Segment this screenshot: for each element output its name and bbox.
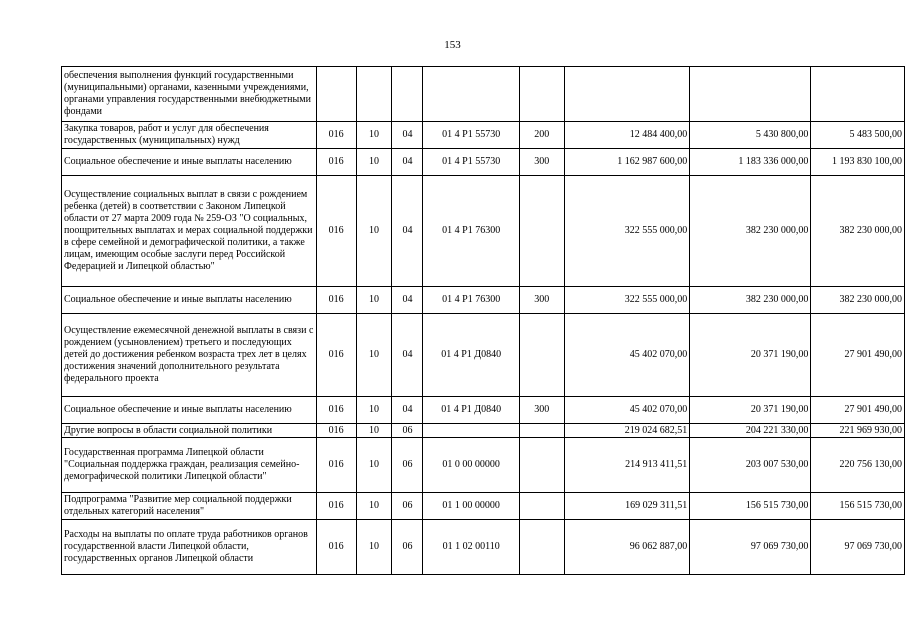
page-number: 153: [444, 39, 461, 51]
expense-type: 300: [519, 397, 564, 424]
sum-year-2: 97 069 730,00: [690, 520, 811, 575]
expense-type: [519, 314, 564, 397]
subsection-code: 06: [392, 424, 423, 438]
ministry-code: 016: [316, 176, 356, 287]
target-article: 01 4 Р1 76300: [423, 287, 519, 314]
ministry-code: 016: [316, 520, 356, 575]
expense-type: 300: [519, 149, 564, 176]
section-code: 10: [356, 149, 392, 176]
subsection-code: 04: [392, 287, 423, 314]
sum-year-1: 219 024 682,51: [564, 424, 690, 438]
ministry-code: 016: [316, 149, 356, 176]
row-name: Государственная программа Липецкой области "Социальная поддержка граждан, реализация семейно-демографической политики Липецкой области": [62, 438, 317, 493]
target-article: 01 4 Р1 Д0840: [423, 314, 519, 397]
section-code: 10: [356, 287, 392, 314]
sum-year-2: 204 221 330,00: [690, 424, 811, 438]
sum-year-1: 96 062 887,00: [564, 520, 690, 575]
ministry-code: 016: [316, 438, 356, 493]
target-article: 01 4 Р1 55730: [423, 149, 519, 176]
sum-year-2: 203 007 530,00: [690, 438, 811, 493]
section-code: 10: [356, 397, 392, 424]
sum-year-1: 322 555 000,00: [564, 287, 690, 314]
table-row: [62, 438, 905, 493]
section-code: 10: [356, 122, 392, 149]
sum-year-1: 1 162 987 600,00: [564, 149, 690, 176]
sum-year-1: [564, 67, 690, 122]
table-row: [62, 520, 905, 575]
sum-year-2: 5 430 800,00: [690, 122, 811, 149]
sum-year-3: 1 193 830 100,00: [811, 149, 905, 176]
subsection-code: 04: [392, 397, 423, 424]
target-article: 01 1 02 00110: [423, 520, 519, 575]
ministry-code: 016: [316, 287, 356, 314]
sum-year-2: [690, 67, 811, 122]
sum-year-2: 382 230 000,00: [690, 176, 811, 287]
sum-year-3: 156 515 730,00: [811, 493, 905, 520]
sum-year-1: 45 402 070,00: [564, 397, 690, 424]
sum-year-2: 156 515 730,00: [690, 493, 811, 520]
ministry-code: [316, 67, 356, 122]
budget-table: [61, 66, 905, 575]
target-article: 01 1 00 00000: [423, 493, 519, 520]
section-code: 10: [356, 314, 392, 397]
sum-year-3: 382 230 000,00: [811, 176, 905, 287]
ministry-code: 016: [316, 493, 356, 520]
section-code: 10: [356, 493, 392, 520]
row-name: обеспечения выполнения функций государственными (муниципальными) органами, казенными учреждениями, органами управления государственными внебюджетными фондами: [62, 67, 317, 122]
subsection-code: 06: [392, 493, 423, 520]
row-name: Социальное обеспечение и иные выплаты населению: [62, 397, 317, 424]
subsection-code: 04: [392, 176, 423, 287]
subsection-code: 06: [392, 520, 423, 575]
sum-year-3: 221 969 930,00: [811, 424, 905, 438]
target-article: [423, 424, 519, 438]
section-code: 10: [356, 438, 392, 493]
expense-type: 200: [519, 122, 564, 149]
expense-type: [519, 176, 564, 287]
sum-year-3: 220 756 130,00: [811, 438, 905, 493]
row-name: Социальное обеспечение и иные выплаты населению: [62, 287, 317, 314]
subsection-code: 04: [392, 122, 423, 149]
subsection-code: 06: [392, 438, 423, 493]
expense-type: [519, 424, 564, 438]
table-row: [62, 397, 905, 424]
target-article: 01 4 Р1 Д0840: [423, 397, 519, 424]
expense-type: [519, 67, 564, 122]
sum-year-2: 1 183 336 000,00: [690, 149, 811, 176]
sum-year-3: 5 483 500,00: [811, 122, 905, 149]
ministry-code: 016: [316, 424, 356, 438]
table-row: [62, 314, 905, 397]
sum-year-3: 27 901 490,00: [811, 397, 905, 424]
row-name: Подпрограмма "Развитие мер социальной поддержки отдельных категорий населения": [62, 493, 317, 520]
sum-year-3: 97 069 730,00: [811, 520, 905, 575]
row-name: Осуществление ежемесячной денежной выплаты в связи с рождением (усыновлением) третьего и последующих детей до достижения ребенком возраста трех лет в целях достижения значений дополнительного результата федерального проекта: [62, 314, 317, 397]
sum-year-3: 382 230 000,00: [811, 287, 905, 314]
table-row: [62, 287, 905, 314]
target-article: [423, 67, 519, 122]
sum-year-1: 12 484 400,00: [564, 122, 690, 149]
row-name: Осуществление социальных выплат в связи с рождением ребенка (детей) в соответствии с Законом Липецкой области от 27 марта 2009 года № 259-ОЗ "О социальных, поощрительных выплатах и мерах социальной поддержки в сфере семейной и демографической политики, а также лицам, имеющим особые заслуги перед Российской Федерацией и Липецкой областью": [62, 176, 317, 287]
sum-year-2: 382 230 000,00: [690, 287, 811, 314]
ministry-code: 016: [316, 397, 356, 424]
table-row: [62, 122, 905, 149]
table-row: [62, 424, 905, 438]
row-name: Закупка товаров, работ и услуг для обеспечения государственных (муниципальных) нужд: [62, 122, 317, 149]
table-row: [62, 493, 905, 520]
table-row: [62, 176, 905, 287]
subsection-code: 04: [392, 149, 423, 176]
expense-type: [519, 438, 564, 493]
expense-type: [519, 520, 564, 575]
section-code: 10: [356, 176, 392, 287]
expense-type: 300: [519, 287, 564, 314]
sum-year-3: 27 901 490,00: [811, 314, 905, 397]
expense-type: [519, 493, 564, 520]
target-article: 01 4 Р1 76300: [423, 176, 519, 287]
sum-year-1: 45 402 070,00: [564, 314, 690, 397]
sum-year-2: 20 371 190,00: [690, 314, 811, 397]
sum-year-1: 214 913 411,51: [564, 438, 690, 493]
sum-year-1: 322 555 000,00: [564, 176, 690, 287]
section-code: [356, 67, 392, 122]
row-name: Расходы на выплаты по оплате труда работников органов государственной власти Липецкой области, государственных органов Липецкой области: [62, 520, 317, 575]
target-article: 01 0 00 00000: [423, 438, 519, 493]
section-code: 10: [356, 520, 392, 575]
ministry-code: 016: [316, 122, 356, 149]
sum-year-3: [811, 67, 905, 122]
sum-year-2: 20 371 190,00: [690, 397, 811, 424]
row-name: Другие вопросы в области социальной политики: [62, 424, 317, 438]
subsection-code: 04: [392, 314, 423, 397]
row-name: Социальное обеспечение и иные выплаты населению: [62, 149, 317, 176]
ministry-code: 016: [316, 314, 356, 397]
sum-year-1: 169 029 311,51: [564, 493, 690, 520]
target-article: 01 4 Р1 55730: [423, 122, 519, 149]
subsection-code: [392, 67, 423, 122]
table-row: [62, 67, 905, 122]
table-row: [62, 149, 905, 176]
section-code: 10: [356, 424, 392, 438]
